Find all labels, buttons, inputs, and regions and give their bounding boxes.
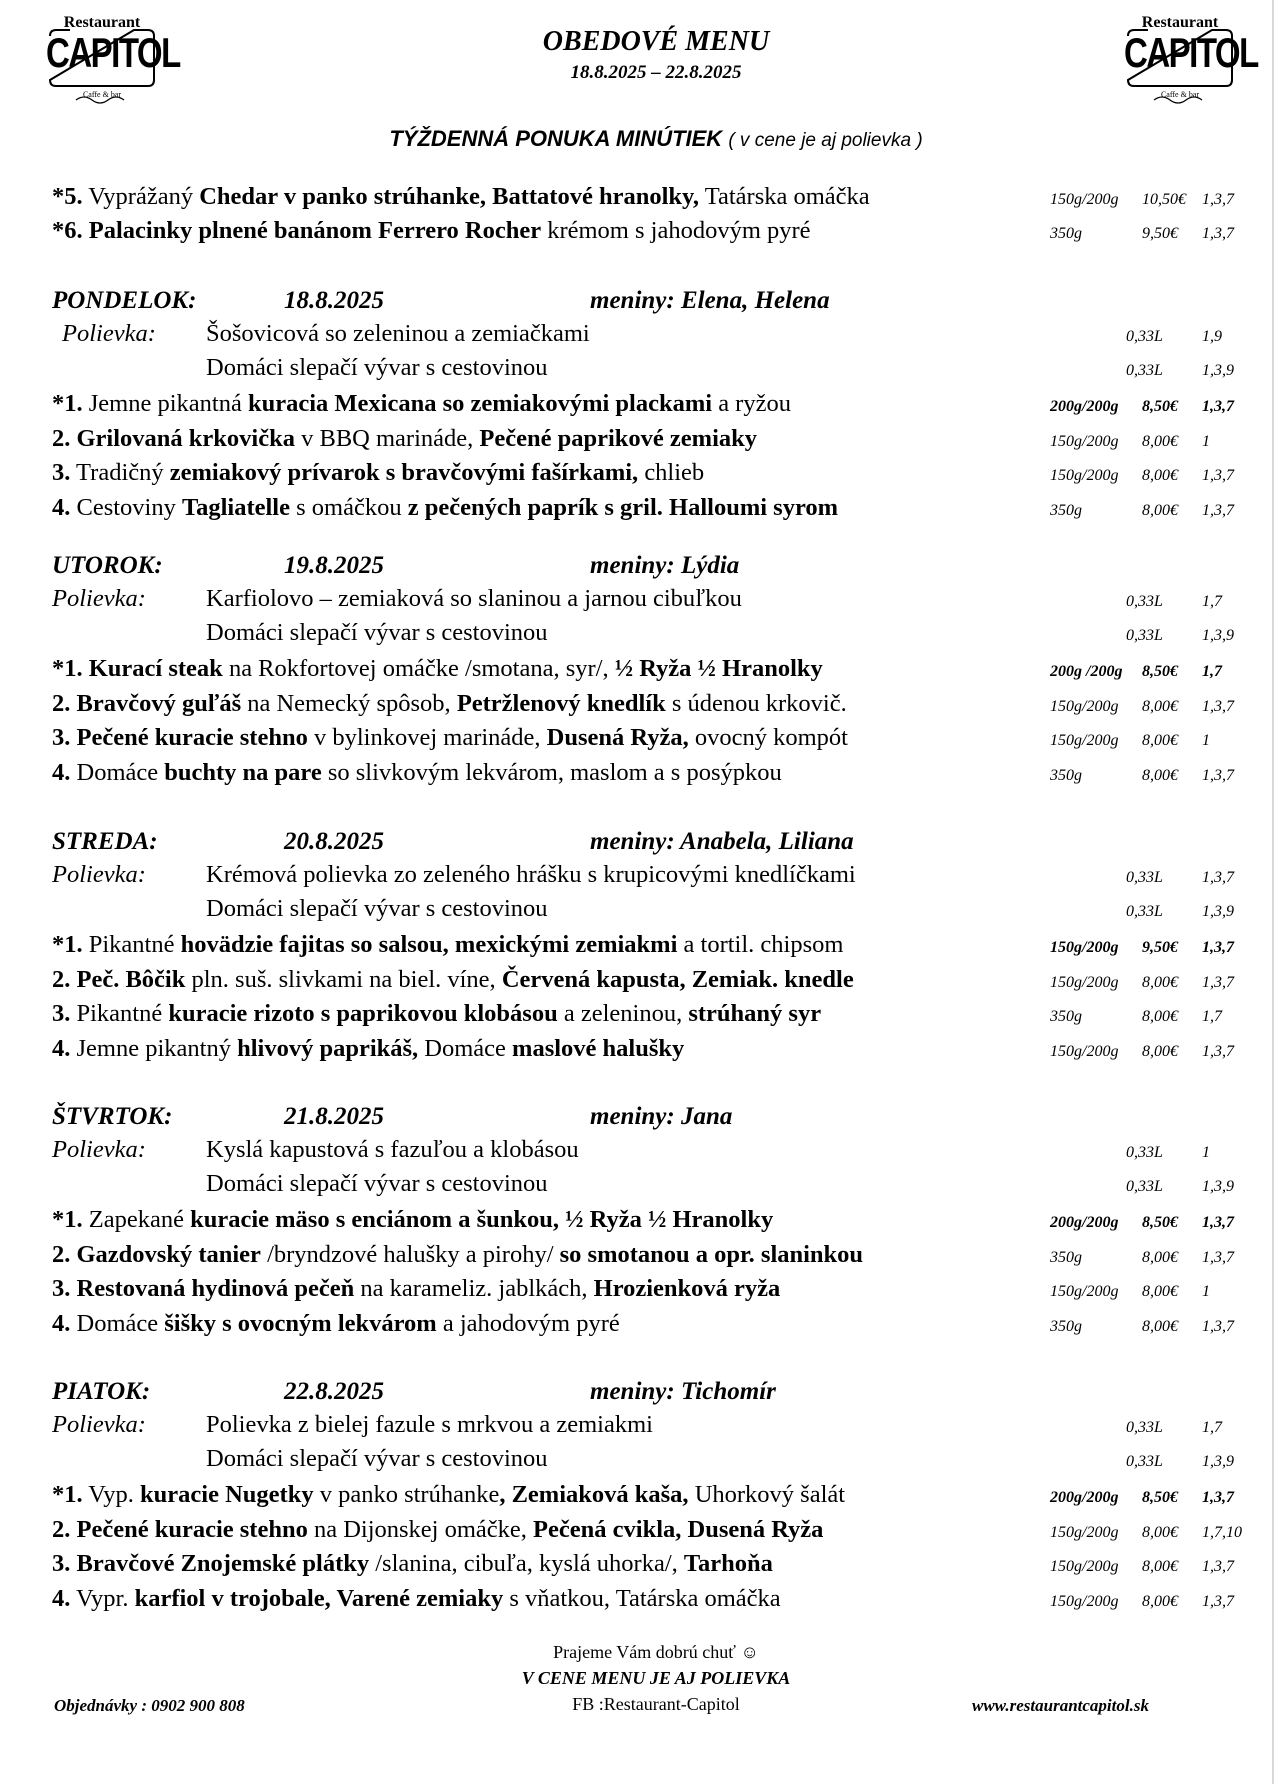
dish-number: 4. (52, 1584, 71, 1612)
dish-text-part: Bravčové Znojemské plátky (70, 1550, 370, 1577)
dish-number: 4. (52, 1034, 71, 1062)
dish-item (52, 724, 848, 752)
soup-allergens: 1,3,9 (1202, 362, 1234, 379)
day-date: 19.8.2025 (284, 552, 384, 579)
soup-allergens: 1,9 (1202, 328, 1222, 345)
dish-number: 3. (52, 1550, 71, 1577)
dish-item (52, 494, 838, 522)
dish-text-part: Červená kapusta, Zemiak. knedle (501, 965, 854, 993)
dish-text-part: pln. suš. slivkami na biel. víne, (185, 965, 502, 993)
logo-restaurant-text: Restaurant (1141, 14, 1219, 31)
soup-item: Domáci slepačí vývar s cestovinou (206, 1170, 548, 1197)
dish-text-part: v bylinkovej marináde, (307, 724, 547, 751)
dish-allergens: 1,3,7 (1202, 1592, 1234, 1610)
dish-text-part: Pečené kuracie stehno (70, 724, 308, 751)
dish-text-part: Bravčový guľáš (70, 689, 242, 717)
soup-allergens: 1,3,9 (1202, 1453, 1234, 1470)
soup-volume: 0,33L (1126, 362, 1163, 379)
dish-text-part: Peč. Bôčik (70, 965, 186, 993)
dish-price: 8,00€ (1142, 1523, 1178, 1541)
soup-label: Polievka: (52, 1411, 146, 1438)
dish-price: 8,00€ (1142, 467, 1178, 484)
soup-label: Polievka: (62, 320, 156, 347)
soup-item: Krémová polievka zo zeleného hrášku s krupicovými knedlíčkami (206, 861, 856, 888)
dish-weight: 150g/200g (1050, 432, 1119, 450)
dish-weight: 150g/200g (1050, 697, 1119, 715)
weekly-item (52, 183, 870, 211)
dish-weight: 150g/200g (1050, 467, 1119, 484)
dish-number: 4. (52, 493, 71, 521)
dish-text-part: hlivový paprikáš, (237, 1034, 419, 1062)
dish-item (52, 1585, 781, 1613)
dish-price: 8,00€ (1142, 432, 1178, 450)
dish-weight: 150g/200g (1050, 1042, 1119, 1060)
dish-text-part: , Zemiaková kaša, (499, 1481, 689, 1508)
dish-allergens: 1,3,7 (1202, 467, 1234, 484)
dish-text-part: Restovaná hydinová pečeň (70, 1275, 355, 1302)
dish-text-part: strúhaný syr (688, 1000, 822, 1027)
dish-text-part: z pečených paprík s gril. Halloumi syrom (407, 493, 839, 521)
dish-number: *5. (52, 183, 83, 210)
dish-text-part: Tagliatelle (182, 493, 290, 521)
dish-allergens: 1,3,7 (1202, 1042, 1234, 1060)
soup-allergens: 1,3,9 (1202, 903, 1234, 920)
dish-weight: 150g/200g (1050, 939, 1119, 956)
dish-text-part: maslové halušky (512, 1034, 685, 1062)
dish-item (52, 425, 757, 453)
soup-volume: 0,33L (1126, 903, 1163, 920)
dish-item (52, 390, 791, 418)
dish-allergens: 1,3,7 (1202, 398, 1234, 415)
dish-item (52, 1481, 845, 1509)
dish-text-part: krémom s jahodovým pyré (541, 217, 811, 244)
dish-number: *1. (52, 931, 83, 958)
dish-text-part: chlieb (638, 459, 705, 486)
logo-name-text: CAPITOL (1124, 29, 1258, 76)
dish-price: 8,00€ (1142, 732, 1178, 749)
dish-text-part: ovocný kompót (688, 724, 848, 751)
dish-price: 8,50€ (1142, 1214, 1178, 1231)
dish-price: 8,00€ (1142, 973, 1178, 991)
menu-title: OBEDOVÉ MENU (542, 26, 770, 57)
dish-allergens: 1 (1202, 432, 1210, 450)
dish-number: *1. (52, 655, 83, 682)
weekly-offer-note: ( v cene je aj polievka ) (728, 130, 923, 151)
dish-weight: 150g/200g (1050, 1592, 1119, 1610)
dish-text-part: a ryžou (712, 390, 791, 417)
dish-allergens: 1,3,7 (1202, 939, 1234, 956)
dish-price: 8,00€ (1142, 697, 1178, 715)
dish-text-part: Vyprážaný (82, 183, 200, 210)
soup-volume: 0,33L (1126, 593, 1163, 610)
footer-website: www.restaurantcapitol.sk (972, 1696, 1149, 1715)
footer-note: V CENE MENU JE AJ POLIEVKA (521, 1668, 791, 1688)
weekly-item (52, 217, 811, 245)
dish-text-part: zemiakový prívarok s bravčovými fašírkami, (169, 459, 639, 486)
dish-allergens: 1,3,7 (1202, 1214, 1234, 1231)
logo-sub-text: Caffe & bar (1160, 90, 1200, 99)
dish-text-part: Tarhoňa (683, 1550, 773, 1577)
footer-facebook: FB :Restaurant-Capitol (572, 1694, 740, 1714)
dish-allergens: 1,3,7 (1202, 973, 1234, 991)
dish-weight: 150g/200g (1050, 191, 1119, 208)
dish-weight: 150g/200g (1050, 1523, 1119, 1541)
dish-text-part: ½ Ryža ½ Hranolky (614, 655, 823, 682)
soup-volume: 0,33L (1126, 1419, 1163, 1436)
dish-text-part: Tradičný (70, 459, 170, 486)
dish-text-part: Zapekané (82, 1206, 191, 1233)
day-name: UTOROK: (52, 552, 163, 579)
dish-item (52, 459, 704, 487)
dish-text-part: Pečené paprikové zemiaky (479, 424, 758, 452)
footer-wish: Prajeme Vám dobrú chuť ☺ (553, 1642, 759, 1662)
dish-item (52, 1035, 684, 1063)
soup-volume: 0,33L (1126, 1144, 1163, 1161)
dish-weight: 150g/200g (1050, 1283, 1119, 1300)
day-nameday: meniny: Elena, Helena (590, 287, 830, 314)
dish-text-part: s údenou krkovič. (665, 689, 847, 717)
dish-number: 3. (52, 1275, 71, 1302)
menu-date-range: 18.8.2025 – 22.8.2025 (570, 62, 742, 83)
dish-text-part: a jahodovým pyré (436, 1309, 620, 1337)
dish-text-part: Palacinky plnené banánom Ferrero Rocher (82, 217, 542, 244)
dish-number: *6. (52, 217, 83, 244)
dish-number: *1. (52, 1481, 83, 1508)
soup-item: Domáci slepačí vývar s cestovinou (206, 1445, 548, 1472)
dish-item (52, 1000, 821, 1028)
soup-label: Polievka: (52, 585, 146, 612)
dish-price: 8,00€ (1142, 1558, 1178, 1575)
dish-text-part: na karameliz. jablkách, (354, 1275, 594, 1302)
dish-text-part: buchty na pare (164, 758, 322, 786)
soup-allergens: 1,3,9 (1202, 1178, 1234, 1195)
dish-price: 8,00€ (1142, 1042, 1178, 1060)
soup-item: Domáci slepačí vývar s cestovinou (206, 895, 548, 922)
soup-item: Domáci slepačí vývar s cestovinou (206, 619, 548, 646)
day-name: ŠTVRTOK: (52, 1103, 173, 1130)
dish-text-part: Vypr. (70, 1584, 135, 1612)
dish-item (52, 1550, 773, 1578)
dish-price: 8,00€ (1142, 501, 1178, 519)
dish-text-part: karfiol v trojobale, Varené zemiaky (134, 1584, 504, 1612)
dish-text-part: v panko strúhanke (313, 1481, 500, 1508)
dish-text-part: kuracie rizoto s paprikovou klobásou (168, 1000, 558, 1027)
dish-text-part: so slivkovým lekvárom, maslom a s posýpkou (321, 758, 782, 786)
soup-volume: 0,33L (1126, 869, 1163, 886)
dish-item (52, 966, 854, 994)
footer-orders-phone: Objednávky : 0902 900 808 (54, 1696, 245, 1715)
dish-number: 2. (52, 689, 71, 717)
dish-number: 3. (52, 724, 71, 751)
dish-text-part: Kurací steak (82, 655, 223, 682)
dish-number: 2. (52, 965, 71, 993)
dish-text-part: so smotanou a opr. slaninkou (559, 1240, 864, 1268)
dish-weight: 350g (1050, 1317, 1082, 1335)
dish-number: 4. (52, 758, 71, 786)
dish-allergens: 1,3,7 (1202, 1489, 1234, 1506)
dish-text-part: Jemne pikantný (70, 1034, 238, 1062)
dish-number: *1. (52, 390, 83, 417)
logo-sub-text: Caffe & bar (82, 90, 122, 99)
dish-weight: 350g (1050, 766, 1082, 784)
dish-number: 3. (52, 459, 71, 486)
dish-item (52, 1241, 863, 1269)
dish-weight: 200g /200g (1050, 663, 1123, 680)
dish-text-part: Chedar v panko strúhanke, Battatové hranolky, (199, 183, 700, 210)
dish-allergens: 1,3,7 (1202, 501, 1234, 519)
dish-text-part: a zeleninou, (557, 1000, 689, 1027)
soup-allergens: 1 (1202, 1144, 1210, 1161)
dish-price: 8,00€ (1142, 1317, 1178, 1335)
dish-text-part: Domáce (418, 1034, 513, 1062)
dish-allergens: 1,7,10 (1202, 1523, 1242, 1541)
dish-text-part: na Nemecký spôsob, (241, 689, 457, 717)
dish-allergens: 1 (1202, 1283, 1210, 1300)
soup-volume: 0,33L (1126, 328, 1163, 345)
soup-item: Šošovicová so zeleninou a zemiačkami (206, 320, 590, 347)
dish-allergens: 1,7 (1202, 1008, 1222, 1025)
dish-allergens: 1,3,7 (1202, 225, 1234, 242)
dish-text-part: v BBQ marináde, (294, 424, 480, 452)
dish-price: 8,00€ (1142, 1248, 1178, 1266)
dish-text-part: Pečená cvikla, Dusená Ryža (533, 1515, 824, 1543)
dish-text-part: Vyp. (82, 1481, 141, 1508)
dish-weight: 200g/200g (1050, 1489, 1119, 1506)
dish-text-part: kuracie mäso s enciánom a šunkou, ½ Ryža ½ Hranolky (190, 1206, 774, 1233)
dish-number: 4. (52, 1309, 71, 1337)
dish-item (52, 655, 823, 683)
weekly-offer-heading (0, 126, 1284, 152)
soup-item: Kyslá kapustová s fazuľou a klobásou (206, 1136, 579, 1163)
day-date: 18.8.2025 (284, 287, 384, 314)
dish-price: 8,50€ (1142, 1489, 1178, 1506)
dish-text-part: /slanina, cibuľa, kyslá uhorka/, (369, 1550, 684, 1577)
dish-text-part: Domáce (70, 758, 165, 786)
dish-price: 8,00€ (1142, 1008, 1178, 1025)
dish-allergens: 1,3,7 (1202, 191, 1234, 208)
dish-text-part: s omáčkou (289, 493, 408, 521)
soup-allergens: 1,3,7 (1202, 869, 1234, 886)
dish-allergens: 1,3,7 (1202, 1248, 1234, 1266)
day-name: PIATOK: (52, 1378, 151, 1405)
dish-text-part: s vňatkou, Tatárska omáčka (503, 1584, 781, 1612)
dish-text-part: /bryndzové halušky a pirohy/ (260, 1240, 560, 1268)
dish-weight: 350g (1050, 501, 1082, 519)
dish-price: 10,50€ (1142, 191, 1186, 208)
dish-text-part: kuracie Nugetky (140, 1481, 314, 1508)
day-name: PONDELOK: (52, 287, 197, 314)
dish-price: 9,50€ (1142, 939, 1178, 956)
dish-text-part: Jemne pikantná (82, 390, 248, 417)
dish-allergens: 1,7 (1202, 663, 1222, 680)
dish-weight: 350g (1050, 1008, 1082, 1025)
dish-text-part: hovädzie fajitas so salsou, mexickými zemiakmi (180, 931, 678, 958)
dish-weight: 150g/200g (1050, 973, 1119, 991)
dish-text-part: na Rokfortovej omáčke /smotana, syr/, (222, 655, 615, 682)
dish-price: 9,50€ (1142, 225, 1178, 242)
dish-price: 8,00€ (1142, 1592, 1178, 1610)
dish-item (52, 931, 843, 959)
dish-price: 8,50€ (1142, 398, 1178, 415)
dish-number: 3. (52, 1000, 71, 1027)
dish-allergens: 1,3,7 (1202, 1558, 1234, 1575)
soup-label: Polievka: (52, 1136, 146, 1163)
dish-allergens: 1 (1202, 732, 1210, 749)
dish-text-part: kuracia Mexicana so zemiakovými plackami (247, 390, 713, 417)
dish-weight: 150g/200g (1050, 732, 1119, 749)
dish-price: 8,00€ (1142, 1283, 1178, 1300)
soup-allergens: 1,7 (1202, 593, 1222, 610)
dish-item (52, 690, 847, 718)
logo-restaurant-text: Restaurant (63, 14, 141, 31)
dish-weight: 150g/200g (1050, 1558, 1119, 1575)
dish-allergens: 1,3,7 (1202, 1317, 1234, 1335)
dish-text-part: Petržlenový knedlík (456, 689, 666, 717)
dish-text-part: Pikantné (82, 931, 181, 958)
dish-weight: 350g (1050, 1248, 1082, 1266)
soup-volume: 0,33L (1126, 627, 1163, 644)
dish-text-part: Tatárska omáčka (699, 183, 870, 210)
day-nameday: meniny: Jana (590, 1103, 733, 1130)
soup-item: Karfiolovo – zemiaková so slaninou a jarnou cibuľkou (206, 585, 742, 612)
dish-allergens: 1,3,7 (1202, 766, 1234, 784)
dish-item (52, 1516, 823, 1544)
dish-price: 8,00€ (1142, 766, 1178, 784)
dish-text-part: na Dijonskej omáčke, (307, 1515, 534, 1543)
soup-item: Polievka z bielej fazule s mrkvou a zemiakmi (206, 1411, 653, 1438)
dish-text-part: Uhorkový šalát (688, 1481, 846, 1508)
day-name: STREDA: (52, 828, 158, 855)
soup-allergens: 1,7 (1202, 1419, 1222, 1436)
dish-text-part: Pečené kuracie stehno (70, 1515, 308, 1543)
dish-text-part: Dusená Ryža, (546, 724, 689, 751)
dish-text-part: Hrozienková ryža (593, 1275, 781, 1302)
soup-volume: 0,33L (1126, 1453, 1163, 1470)
soup-allergens: 1,3,9 (1202, 627, 1234, 644)
dish-allergens: 1,3,7 (1202, 697, 1234, 715)
dish-text-part: Domáce (70, 1309, 165, 1337)
dish-weight: 200g/200g (1050, 1214, 1119, 1231)
day-date: 20.8.2025 (284, 828, 384, 855)
day-nameday: meniny: Tichomír (590, 1378, 776, 1405)
dish-price: 8,50€ (1142, 663, 1178, 680)
dish-item (52, 1310, 620, 1338)
day-nameday: meniny: Anabela, Liliana (590, 828, 854, 855)
dish-number: 2. (52, 1515, 71, 1543)
dish-item (52, 1275, 780, 1303)
day-nameday: meniny: Lýdia (590, 552, 740, 579)
day-date: 22.8.2025 (284, 1378, 384, 1405)
dish-text-part: šišky s ovocným lekvárom (164, 1309, 437, 1337)
soup-item: Domáci slepačí vývar s cestovinou (206, 354, 548, 381)
dish-text-part: Grilovaná krkovička (70, 424, 295, 452)
dish-item (52, 1206, 773, 1234)
dish-number: 2. (52, 1240, 71, 1268)
dish-item (52, 759, 782, 787)
soup-label: Polievka: (52, 861, 146, 888)
dish-text-part: Cestoviny (70, 493, 182, 521)
dish-text-part: Gazdovský tanier (70, 1240, 261, 1268)
dish-weight: 350g (1050, 225, 1082, 242)
dish-number: *1. (52, 1206, 83, 1233)
dish-text-part: a tortil. chipsom (677, 931, 844, 958)
soup-volume: 0,33L (1126, 1178, 1163, 1195)
weekly-offer-title: TÝŽDENNÁ PONUKA MINÚTIEK (389, 126, 723, 151)
day-date: 21.8.2025 (284, 1103, 384, 1130)
logo-name-text: CAPITOL (46, 29, 180, 76)
dish-text-part: Pikantné (70, 1000, 169, 1027)
dish-number: 2. (52, 424, 71, 452)
dish-weight: 200g/200g (1050, 398, 1119, 415)
